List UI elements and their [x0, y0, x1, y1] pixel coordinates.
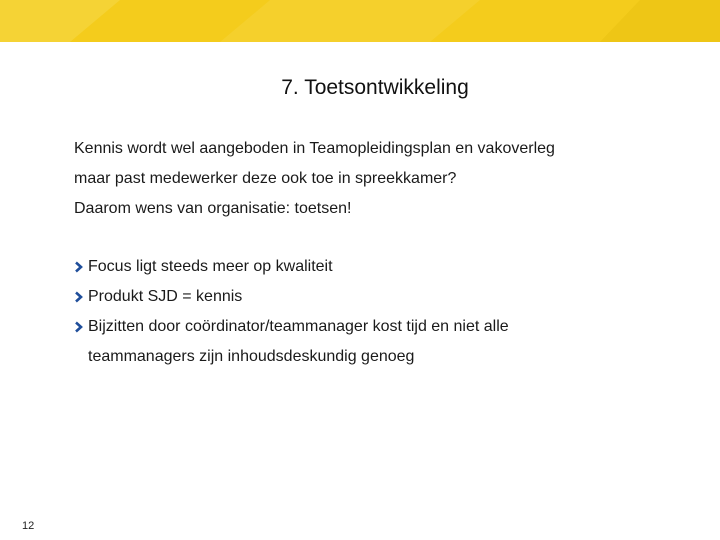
chevron-right-icon: [74, 291, 84, 303]
banner-decoration: [0, 0, 720, 42]
chevron-right-icon: [74, 321, 84, 333]
chevron-right-icon: [74, 261, 84, 273]
slide-title: 7. Toetsontwikkeling: [281, 76, 469, 99]
bullet-item: [74, 282, 694, 312]
bullet-text: Bijzitten door coördinator/teammanager kost tijd en niet alle: [88, 318, 509, 335]
intro-line: maar past medewerker deze ook toe in spreekkamer?: [74, 170, 457, 187]
intro-line: Daarom wens van organisatie: toetsen!: [74, 200, 352, 217]
bullet-item: [74, 252, 694, 282]
header-banner: [0, 0, 720, 42]
intro-text: [74, 134, 694, 224]
bullet-text-continued: teammanagers zijn inhoudsdeskundig genoeg: [88, 348, 415, 365]
bullet-text: Focus ligt steeds meer op kwaliteit: [88, 258, 333, 275]
bullet-text: Produkt SJD = kennis: [88, 288, 243, 305]
bullet-list: [74, 252, 694, 372]
bullet-item: [74, 312, 694, 372]
intro-line: Kennis wordt wel aangeboden in Teamopleidingsplan en vakoverleg: [74, 140, 555, 157]
page-number: 12: [22, 520, 35, 532]
